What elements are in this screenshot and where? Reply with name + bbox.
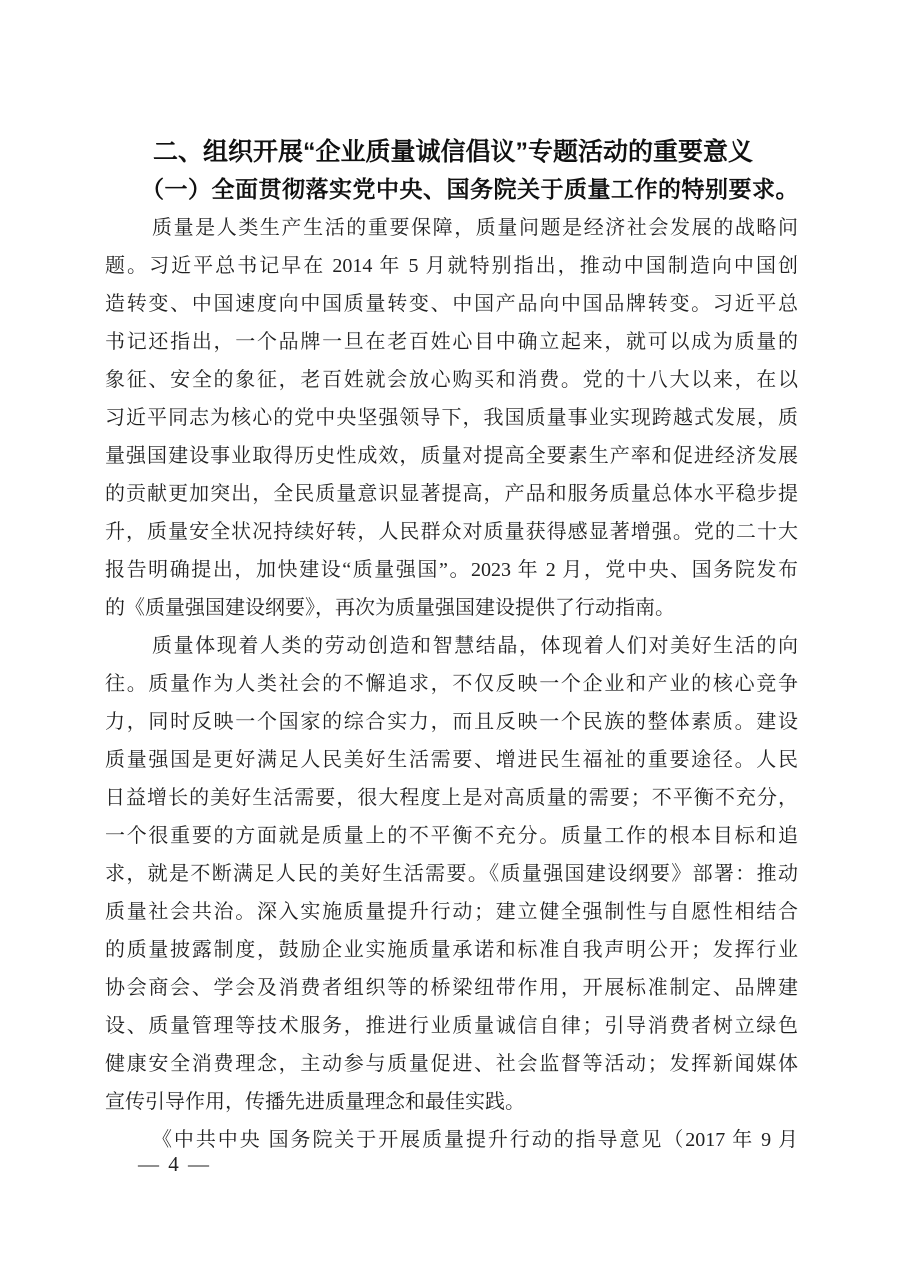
section-heading: 二、组织开展“企业质量诚信倡议”专题活动的重要意义	[153, 138, 754, 166]
body-line: 造转变、中国速度向中国质量转变、中国产品向中国品牌转变。习近平总	[105, 293, 798, 315]
body-line: 质量社会共治。深入实施质量提升行动；建立健全强制性与自愿性相结合	[105, 901, 798, 923]
body-line: 升，质量安全状况持续好转，人民群众对质量获得感显著增强。党的二十大	[105, 521, 798, 543]
page-number: — 4 —	[138, 1152, 211, 1176]
body-line: 质量是人类生产生活的重要保障，质量问题是经济社会发展的战略问	[152, 217, 798, 239]
body-line: 质量强国是更好满足人民美好生活需要、增进民生福祉的重要途径。人民	[105, 749, 798, 771]
body-line: 日益增长的美好生活需要，很大程度上是对高质量的需要；不平衡不充分，	[105, 787, 798, 809]
body-line: 习近平同志为核心的党中央坚强领导下，我国质量事业实现跨越式发展，质	[105, 407, 798, 429]
body-line: 象征、安全的象征，老百姓就会放心购买和消费。党的十八大以来，在以	[105, 369, 798, 391]
body-line: 一个很重要的方面就是质量上的不平衡不充分。质量工作的根本目标和追	[105, 825, 798, 847]
body-line: 题。习近平总书记早在 2014 年 5 月就特别指出，推动中国制造向中国创	[105, 255, 798, 277]
body-line: 质量体现着人类的劳动创造和智慧结晶，体现着人们对美好生活的向	[152, 635, 798, 657]
body-line: 健康安全消费理念，主动参与质量促进、社会监督等活动；发挥新闻媒体	[105, 1053, 798, 1075]
document-body	[105, 133, 798, 1159]
body-line: 书记还指出，一个品牌一旦在老百姓心目中确立起来，就可以成为质量的	[105, 331, 798, 353]
body-line: 力，同时反映一个国家的综合实力，而且反映一个民族的整体素质。建设	[105, 711, 798, 733]
body-line: 《中共中央 国务院关于开展质量提升行动的指导意见（2017 年 9 月	[152, 1129, 798, 1151]
body-line: 宣传引导作用，传播先进质量理念和最佳实践。	[105, 1091, 525, 1113]
body-line: 的质量披露制度，鼓励企业实施质量承诺和标准自我声明公开；发挥行业	[105, 939, 798, 961]
body-line: 协会商会、学会及消费者组织等的桥梁纽带作用，开展标准制定、品牌建	[105, 977, 798, 999]
body-line: 报告明确提出，加快建设“质量强国”。2023 年 2 月，党中央、国务院发布	[105, 559, 798, 581]
body-line: 的《质量强国建设纲要》，再次为质量强国建设提供了行动指南。	[105, 597, 675, 619]
body-line: 设、质量管理等技术服务，推进行业质量诚信自律；引导消费者树立绿色	[105, 1015, 798, 1037]
subsection-heading: （一）全面贯彻落实党中央、国务院关于质量工作的特别要求。	[141, 177, 799, 202]
paragraph-2	[105, 627, 798, 1121]
body-line: 往。质量作为人类社会的不懈追求，不仅反映一个企业和产业的核心竞争	[105, 673, 798, 695]
body-line: 求，就是不断满足人民的美好生活需要。《质量强国建设纲要》部署：推动	[105, 863, 798, 885]
body-line: 量强国建设事业取得历史性成效，质量对提高全要素生产率和促进经济发展	[105, 445, 798, 467]
body-line: 的贡献更加突出，全民质量意识显著提高，产品和服务质量总体水平稳步提	[105, 483, 798, 505]
paragraph-1	[105, 209, 798, 627]
